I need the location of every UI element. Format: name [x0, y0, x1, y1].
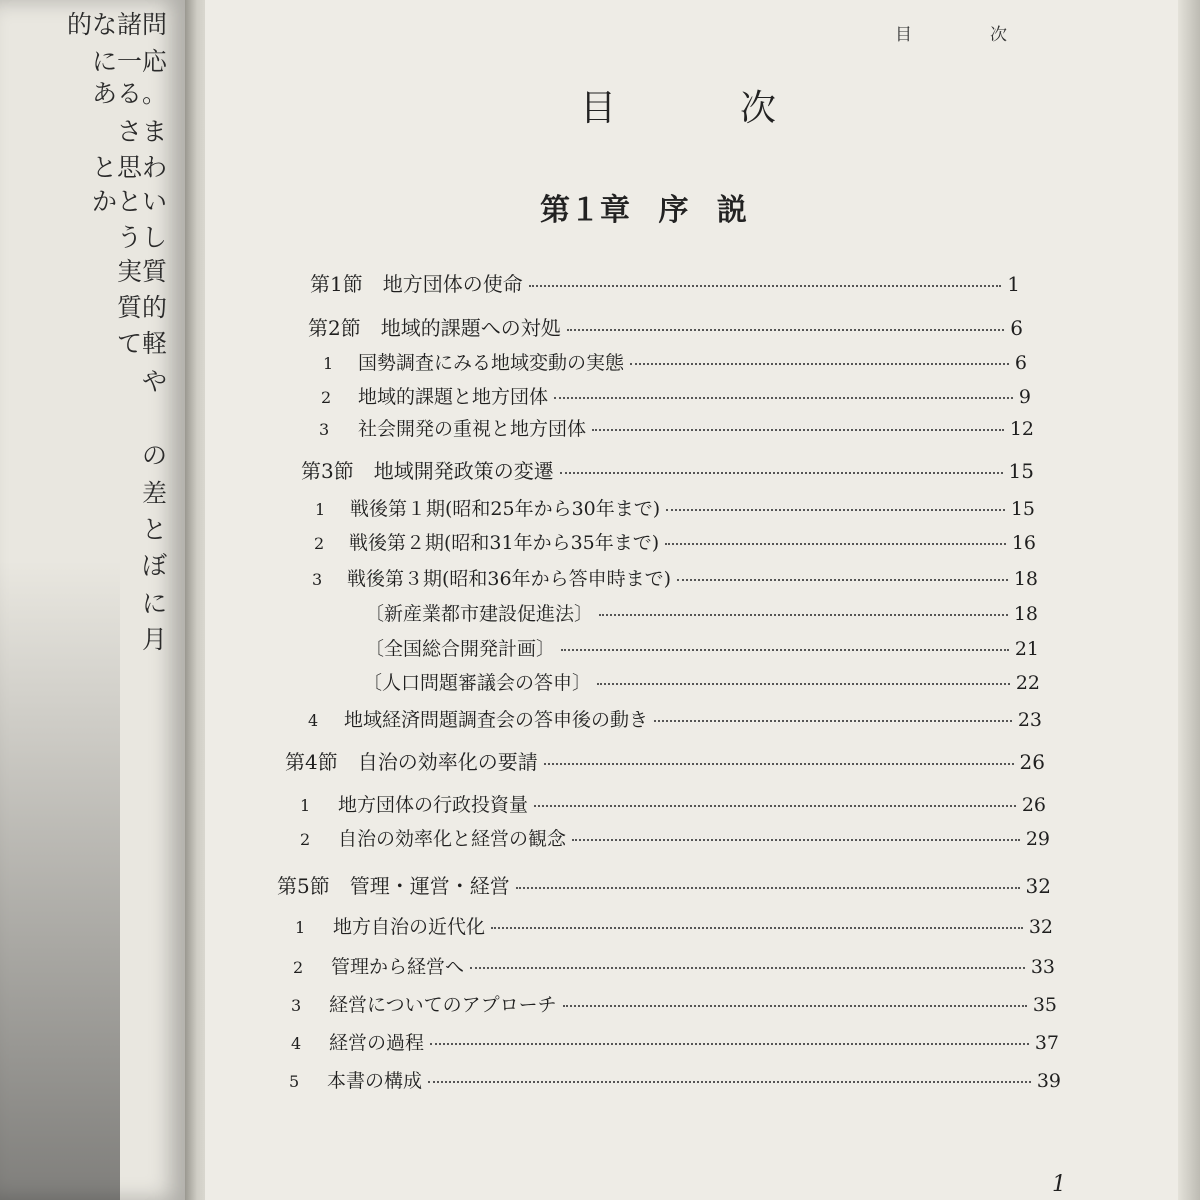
toc-entry-number: 5 — [289, 1072, 300, 1091]
toc-entry-number: 3 — [312, 570, 323, 589]
page-title: 目 — [580, 88, 619, 129]
left-page — [0, 0, 185, 1200]
toc-entry-page: 37 — [1034, 1032, 1059, 1054]
toc-entry-page: 32 — [1025, 874, 1051, 898]
toc-entry-label: 本書の構成 — [327, 1070, 423, 1092]
toc-entry — [363, 668, 1040, 695]
toc-entry-label: 地域経済問題調査会の答申後の動き — [344, 709, 649, 731]
toc-entry-label: 〔人口問題審議会の答申〕 — [363, 672, 592, 694]
toc-entry — [323, 348, 1027, 375]
toc-entry-label: 第2節 地域的課題への対処 — [308, 316, 561, 340]
toc-entry — [293, 952, 1055, 979]
dot-leader — [677, 579, 1008, 581]
left-page-line: さま — [116, 117, 167, 146]
toc-entry-number: 1 — [323, 354, 334, 373]
page-title: 次 — [740, 88, 779, 129]
toc-entry-label: 社会開発の重視と地方団体 — [358, 418, 587, 440]
toc-entry-number: 4 — [291, 1034, 302, 1053]
left-page-line: と思わ — [91, 153, 167, 182]
toc-entry-page: 33 — [1030, 956, 1055, 978]
toc-entry-label: 第4節 自治の効率化の要請 — [285, 750, 538, 774]
toc-entry — [289, 1066, 1061, 1093]
dot-leader — [561, 649, 1009, 651]
left-page-line: かとい — [91, 187, 167, 216]
toc-entry — [315, 494, 1035, 521]
dot-leader — [563, 1005, 1027, 1007]
left-page-line: 的な諸問 — [66, 10, 167, 39]
toc-entry — [365, 599, 1038, 626]
toc-entry-page: 6 — [1014, 352, 1027, 374]
dot-leader — [572, 839, 1020, 841]
dot-leader — [516, 887, 1020, 889]
toc-entry-label: 第5節 管理・運営・経営 — [277, 874, 510, 898]
toc-entry-label: 第1節 地方団体の使命 — [310, 272, 523, 296]
toc-entry-page: 16 — [1011, 532, 1036, 554]
dot-leader — [529, 285, 1002, 287]
left-page-line: に一応 — [91, 47, 167, 76]
left-page-line: や — [141, 367, 167, 396]
left-page-line: て軽 — [116, 329, 167, 358]
left-page-line: ぼ — [141, 551, 167, 580]
toc-entry-label: 経営についてのアプローチ — [329, 994, 557, 1016]
chapter-title: 第１章 序 説 — [540, 193, 747, 228]
toc-entry-number: 4 — [308, 711, 319, 730]
toc-entry — [321, 382, 1031, 409]
toc-entry — [300, 790, 1046, 817]
toc-entry-page: 15 — [1008, 459, 1034, 483]
toc-entry — [365, 634, 1039, 661]
running-head: 次 — [990, 25, 1007, 45]
toc-entry-page: 21 — [1014, 638, 1039, 660]
toc-entry-page: 18 — [1013, 603, 1038, 625]
toc-entry-page: 22 — [1015, 672, 1040, 694]
toc-entry — [310, 268, 1020, 297]
toc-entry-page: 6 — [1010, 316, 1023, 340]
toc-entry-page: 39 — [1036, 1070, 1061, 1092]
dot-leader — [470, 967, 1025, 969]
toc-entry — [319, 414, 1034, 441]
left-page-line: 月 — [141, 625, 167, 654]
toc-entry-number: 3 — [319, 420, 330, 439]
toc-entry-page: 23 — [1017, 709, 1042, 731]
dot-leader — [599, 614, 1008, 616]
toc-entry-page: 26 — [1019, 750, 1045, 774]
toc-entry-label: 自治の効率化と経営の観念 — [338, 828, 567, 850]
dot-leader — [554, 397, 1013, 399]
toc-entry-number: 1 — [315, 500, 326, 519]
toc-entry-number: 2 — [321, 388, 332, 407]
page-number: 1 — [1052, 1172, 1066, 1197]
toc-entry — [300, 824, 1050, 851]
left-page-line: ある。 — [91, 79, 167, 108]
toc-entry — [277, 870, 1051, 899]
toc-entry-label: 〔新産業都市建設促進法〕 — [365, 603, 594, 625]
toc-entry-page: 1 — [1007, 272, 1020, 296]
toc-entry-page: 32 — [1028, 916, 1053, 938]
left-page-line: 実質 — [116, 257, 167, 286]
toc-entry-label: 地域的課題と地方団体 — [358, 386, 549, 408]
toc-entry-label: 地方団体の行政投資量 — [338, 794, 529, 816]
dot-leader — [534, 805, 1016, 807]
toc-entry — [314, 528, 1036, 555]
toc-entry-label: 第3節 地域開発政策の変遷 — [301, 459, 554, 483]
dot-leader — [544, 763, 1014, 765]
left-page-line: に — [141, 589, 167, 618]
toc-entry — [308, 312, 1023, 341]
toc-entry — [301, 455, 1034, 484]
left-page-line: うし — [116, 223, 167, 252]
toc-entry-number: 2 — [300, 830, 311, 849]
toc-page — [205, 0, 1200, 1200]
toc-entry — [295, 912, 1053, 939]
running-head: 目 — [895, 25, 912, 45]
toc-entry-page: 35 — [1032, 994, 1057, 1016]
toc-entry-number: 2 — [314, 534, 325, 553]
toc-entry — [291, 990, 1057, 1017]
toc-entry-number: 2 — [293, 958, 304, 977]
page-shadow — [0, 560, 120, 1200]
toc-entry-number: 3 — [291, 996, 302, 1015]
toc-entry — [312, 564, 1038, 591]
dot-leader — [428, 1081, 1031, 1083]
toc-entry-label: 管理から経営へ — [331, 956, 465, 978]
left-page-line: 質的 — [116, 293, 167, 322]
toc-entry-label: 戦後第３期(昭和36年から答申時まで) — [347, 568, 672, 590]
toc-entry-number: 1 — [295, 918, 306, 937]
toc-entry — [291, 1028, 1059, 1055]
left-page-line: の — [141, 441, 167, 470]
toc-entry-page: 9 — [1018, 386, 1031, 408]
dot-leader — [491, 927, 1023, 929]
page-edge — [1178, 0, 1200, 1200]
toc-entry-page: 12 — [1009, 418, 1034, 440]
left-page-line: と — [141, 515, 167, 544]
toc-entry-number: 1 — [300, 796, 311, 815]
toc-entry-label: 経営の過程 — [329, 1032, 425, 1054]
dot-leader — [592, 429, 1004, 431]
toc-entry-label: 〔全国総合開発計画〕 — [365, 638, 556, 660]
dot-leader — [567, 329, 1005, 331]
toc-entry-label: 地方自治の近代化 — [333, 916, 486, 938]
toc-entry-label: 戦後第１期(昭和25年から30年まで) — [350, 498, 661, 520]
dot-leader — [654, 720, 1012, 722]
toc-entry-label: 国勢調査にみる地域変動の実態 — [358, 352, 625, 374]
dot-leader — [665, 543, 1006, 545]
toc-entry-page: 26 — [1021, 794, 1046, 816]
toc-entry-page: 18 — [1013, 568, 1038, 590]
toc-entry-page: 29 — [1025, 828, 1050, 850]
toc-entry — [285, 746, 1045, 775]
dot-leader — [560, 472, 1003, 474]
dot-leader — [666, 509, 1005, 511]
toc-entry-label: 戦後第２期(昭和31年から35年まで) — [349, 532, 660, 554]
dot-leader — [597, 683, 1010, 685]
toc-entry-page: 15 — [1010, 498, 1035, 520]
left-page-line: 差 — [141, 479, 167, 508]
dot-leader — [630, 363, 1009, 365]
dot-leader — [430, 1043, 1029, 1045]
toc-entry — [308, 705, 1042, 732]
